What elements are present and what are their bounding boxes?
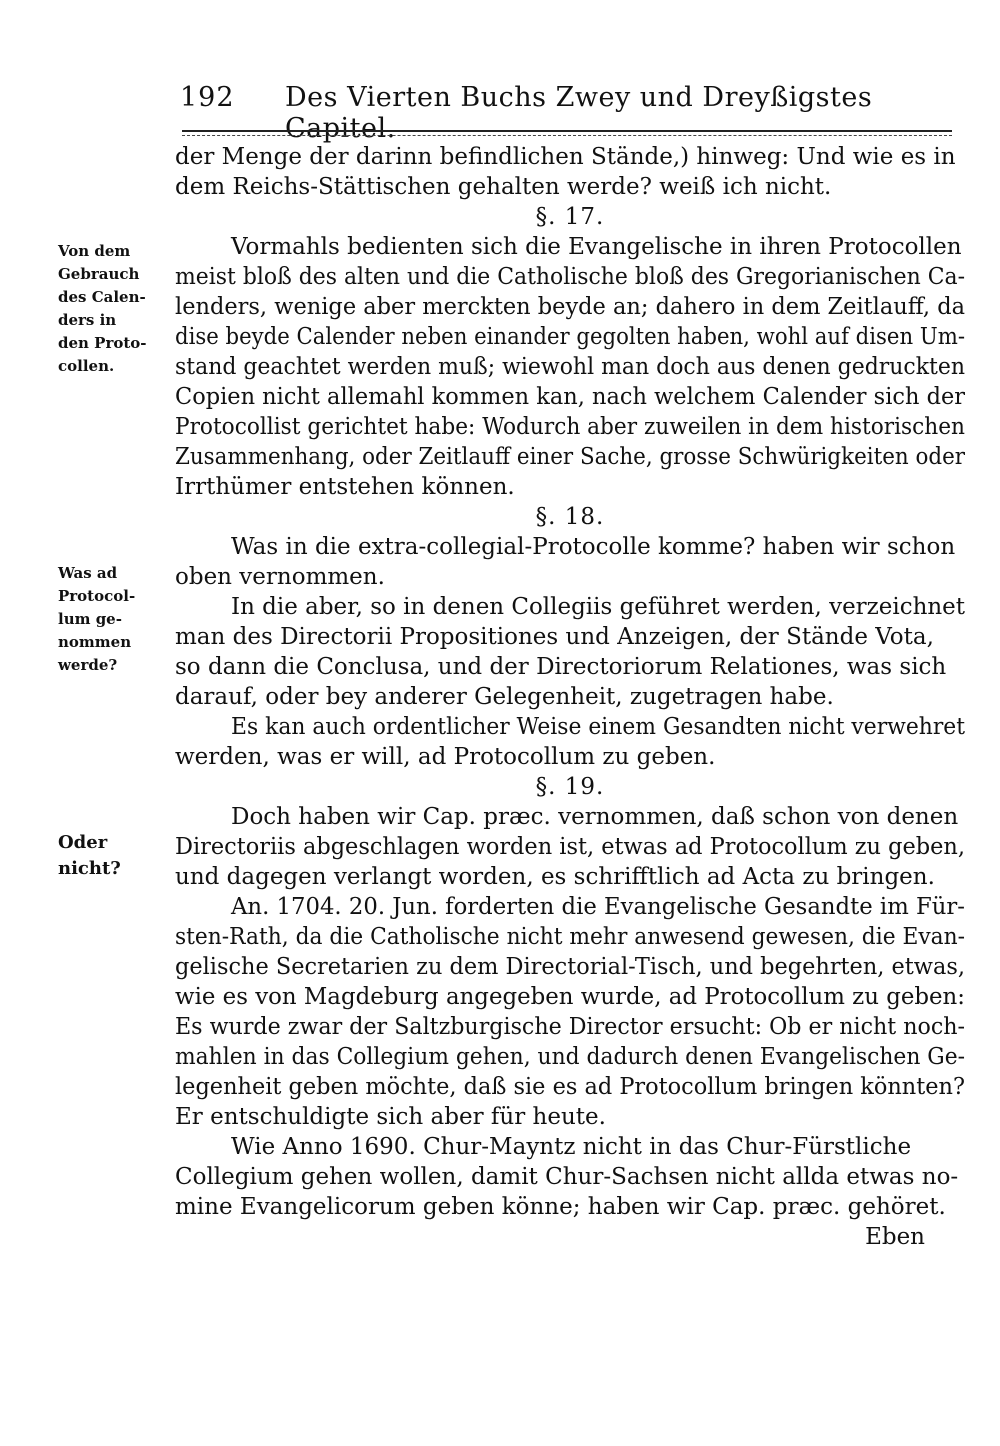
text-line: stand geachtet werden muß; wiewohl man doch aus denen gedruckten: [175, 354, 965, 380]
text-line: sten-Rath, da die Catholische nicht mehr anwesend gewesen, die Evan-: [175, 924, 965, 950]
text-line: meist bloß des alten und die Catholische bloß des Gregorianischen Ca-: [175, 264, 965, 290]
margin-line: Oder: [58, 832, 108, 853]
section-heading-18: §. 18.: [535, 504, 605, 530]
text-line: werden, was er will, ad Protocollum zu geben.: [175, 744, 716, 770]
main-text: [175, 142, 965, 1252]
catchword: Eben: [865, 1224, 925, 1250]
text-line: Es kan auch ordentlicher Weise einem Gesandten nicht verwehret: [231, 714, 965, 740]
text-line: Er entschuldigte sich aber für heute.: [175, 1104, 606, 1130]
text-line: dise beyde Calender neben einander gegolten haben, wohl auf disen Um-: [175, 324, 965, 350]
text-line: Zusammenhang, oder Zeitlauff einer Sache, grosse Schwürigkeiten oder: [175, 444, 965, 470]
text-line: Protocollist gerichtet habe: Wodurch aber zuweilen in dem historischen: [175, 414, 965, 440]
page-number: 192: [180, 82, 235, 113]
text-line: der Menge der darinn befindlichen Stände,) hinweg: Und wie es in: [175, 144, 956, 170]
text-line: lenders, wenige aber merckten beyde an; dahero in dem Zeitlauff, da: [175, 294, 965, 320]
margin-note-oder-nicht: [58, 830, 176, 882]
text-line: Wie Anno 1690. Chur-Mayntz nicht in das Chur-Fürstliche: [231, 1134, 912, 1160]
margin-line: Protocol-: [58, 587, 136, 605]
text-line: dem Reichs-Stättischen gehalten werde? weiß ich nicht.: [175, 174, 832, 200]
text-line: so dann die Conclusa, und der Directoriorum Relationes, was sich: [175, 654, 947, 680]
text-line: mahlen in das Collegium gehen, und dadurch denen Evangelischen Ge-: [175, 1044, 965, 1070]
margin-line: Was ad: [58, 564, 118, 582]
text-line: legenheit geben möchte, daß sie es ad Protocollum bringen könnten?: [175, 1074, 965, 1100]
text-line: Es wurde zwar der Saltzburgische Director ersucht: Ob er nicht noch-: [175, 1014, 965, 1040]
chapter-title: Des Vierten Buchs Zwey und Dreyßigstes Capitel.: [285, 82, 873, 144]
margin-line: nicht?: [58, 858, 121, 879]
margin-line: den Proto-: [58, 334, 147, 352]
text-line: In die aber, so in denen Collegiis geführet werden, verzeichnet: [231, 594, 965, 620]
text-line: man des Directorii Propositiones und Anzeigen, der Stände Vota,: [175, 624, 934, 650]
text-line: Vormahls bedienten sich die Evangelische in ihren Protocollen: [231, 234, 962, 260]
text-line: und dagegen verlangt worden, es schrifftlich ad Acta zu bringen.: [175, 864, 935, 890]
margin-line: Von dem: [58, 242, 131, 260]
margin-line: Gebrauch: [58, 265, 140, 283]
text-line: oben vernommen.: [175, 564, 385, 590]
margin-line: nommen: [58, 633, 132, 651]
section-heading-17: §. 17.: [535, 204, 605, 230]
text-line: Directoriis abgeschlagen worden ist, etwas ad Protocollum zu geben,: [175, 834, 965, 860]
text-line: gelische Secretarien zu dem Directorial-Tisch, und begehrten, etwas,: [175, 954, 965, 980]
header-rule: [182, 130, 952, 132]
margin-line: lum ge-: [58, 610, 122, 628]
text-line: mine Evangelicorum geben könne; haben wir Cap. præc. gehöret.: [175, 1194, 946, 1220]
text-line: Was in die extra-collegial-Protocolle komme? haben wir schon: [231, 534, 956, 560]
text-line: Irrthümer entstehen können.: [175, 474, 515, 500]
header-rule-dashed: [182, 135, 952, 136]
margin-line: werde?: [58, 656, 118, 674]
margin-line: ders in: [58, 311, 117, 329]
text-line: An. 1704. 20. Jun. forderten die Evangelische Gesandte im Für-: [231, 894, 965, 920]
text-line: Collegium gehen wollen, damit Chur-Sachsen nicht allda etwas no-: [175, 1164, 959, 1190]
margin-note-calendar: [58, 240, 176, 378]
margin-note-protocollum: [58, 562, 176, 677]
text-line: Doch haben wir Cap. præc. vernommen, daß schon von denen: [231, 804, 959, 830]
margin-line: collen.: [58, 357, 115, 375]
running-header: [180, 82, 940, 144]
section-heading-19: §. 19.: [535, 774, 605, 800]
text-line: Copien nicht allemahl kommen kan, nach welchem Calender sich der: [175, 384, 965, 410]
margin-line: des Calen-: [58, 288, 146, 306]
text-line: darauf, oder bey anderer Gelegenheit, zugetragen habe.: [175, 684, 834, 710]
text-line: wie es von Magdeburg angegeben wurde, ad Protocollum zu geben:: [175, 984, 965, 1010]
